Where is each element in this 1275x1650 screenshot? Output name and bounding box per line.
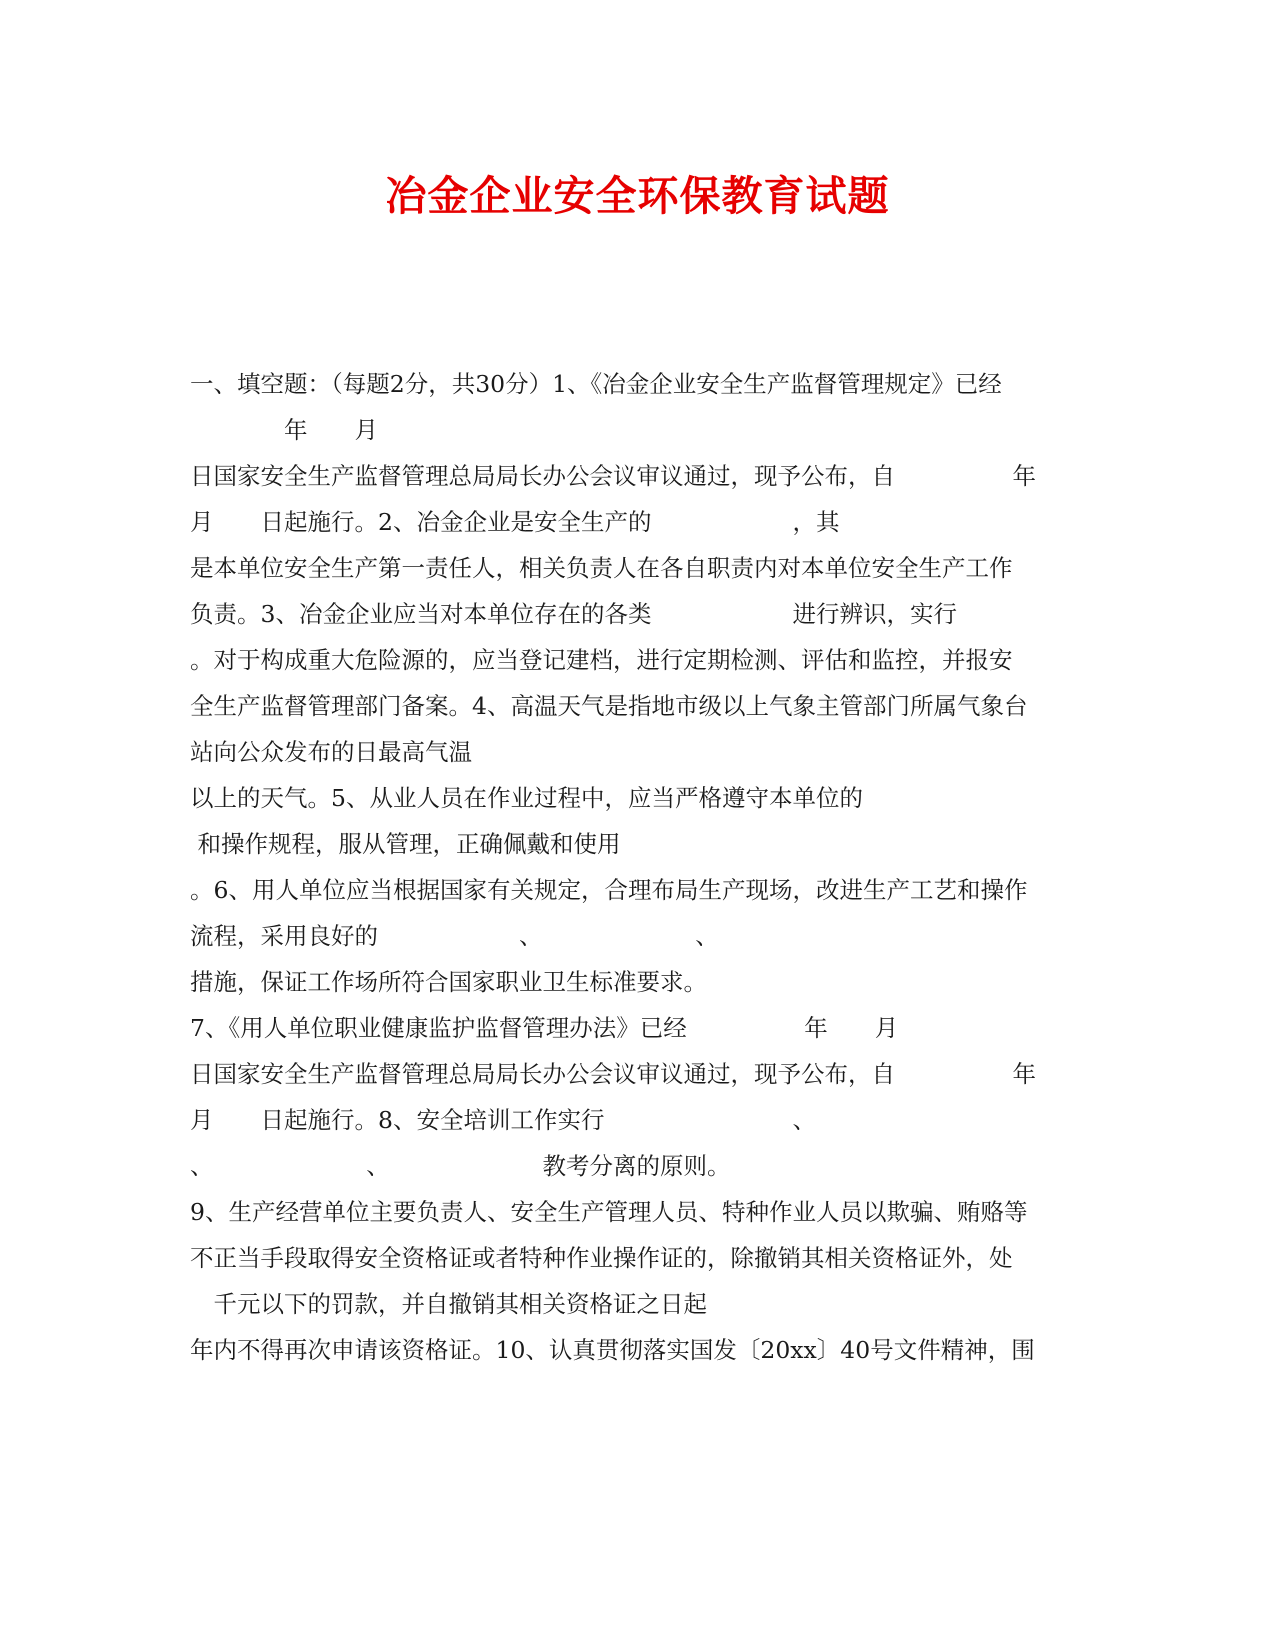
text-line: 、 、 教考分离的原则。 [190,1152,731,1180]
text-line: 。6、用人单位应当根据国家有关规定，合理布局生产现场，改进生产工艺和操作 [190,876,1028,904]
text-line: 以上的天气。5、从业人员在作业过程中，应当严格遵守本单位的 [190,784,863,812]
text-line: 年内不得再次申请该资格证。10、认真贯彻落实国发〔20xx〕40号文件精神，围 [190,1336,1035,1364]
text-line: 日国家安全生产监督管理总局局长办公会议审议通过，现予公布，自 年 [190,1060,1036,1088]
document-title: 冶金企业安全环保教育试题 [385,172,890,220]
text-line: 负责。3、冶金企业应当对本单位存在的各类 进行辨识，实行 [190,600,957,628]
text-line: 全生产监督管理部门备案。4、高温天气是指地市级以上气象主管部门所属气象台 [190,692,1028,720]
text-line: 月 日起施行。2、冶金企业是安全生产的 ，其 [190,508,840,536]
text-line: 是本单位安全生产第一责任人，相关负责人在各自职责内对本单位安全生产工作 [190,554,1013,582]
text-line: 7、《用人单位职业健康监护监督管理办法》已经 年 月 [190,1014,899,1042]
text-line: 。对于构成重大危险源的，应当登记建档，进行定期检测、评估和监控，并报安 [190,646,1013,674]
text-line: 站向公众发布的日最高气温 [190,738,472,766]
text-line: 千元以下的罚款，并自撤销其相关资格证之日起 [190,1290,707,1318]
text-line: 9、生产经营单位主要负责人、安全生产管理人员、特种作业人员以欺骗、贿赂等 [190,1198,1028,1226]
text-line: 月 日起施行。8、安全培训工作实行 、 [190,1106,816,1134]
text-line: 和操作规程，服从管理，正确佩戴和使用 [190,830,621,858]
text-line: 一、填空题：（每题2分，共30分）1、《冶金企业安全生产监督管理规定》已经 [190,370,1002,398]
text-line: 不正当手段取得安全资格证或者特种作业操作证的，除撤销其相关资格证外，处 [190,1244,1013,1272]
text-line: 措施，保证工作场所符合国家职业卫生标准要求。 [190,968,707,996]
text-line: 年 月 [190,416,378,444]
text-line: 日国家安全生产监督管理总局局长办公会议审议通过，现予公布，自 年 [190,462,1036,490]
text-line: 流程，采用良好的 、 、 [190,922,719,950]
